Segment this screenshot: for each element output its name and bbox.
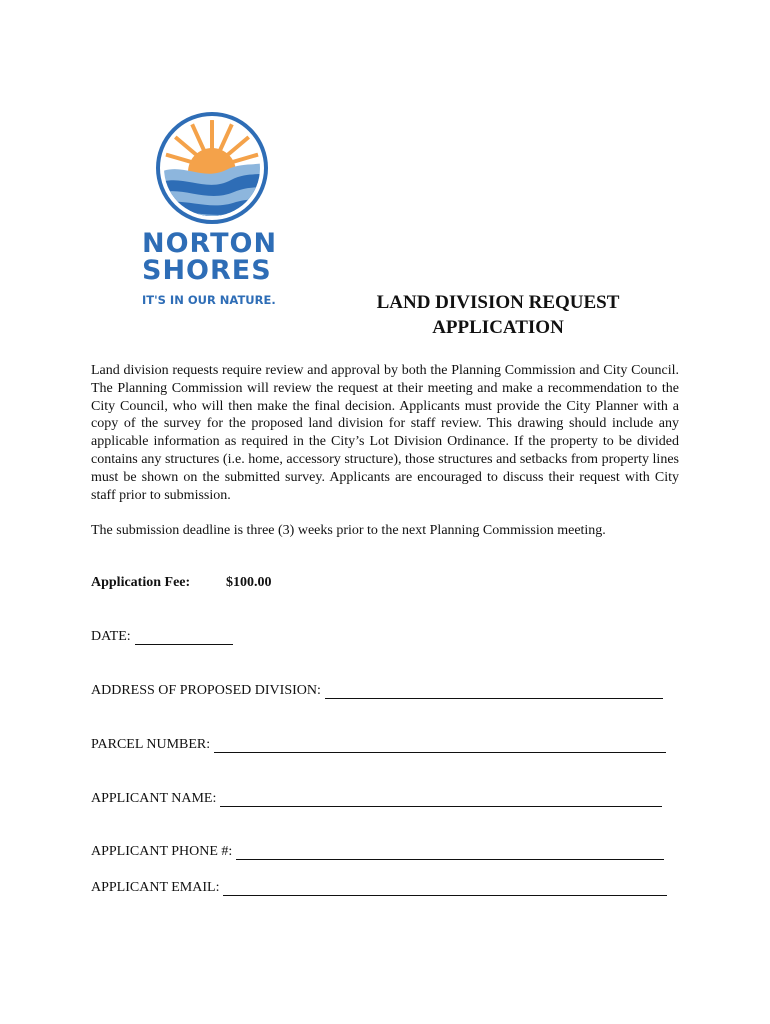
address-label: ADDRESS OF PROPOSED DIVISION:	[91, 683, 321, 698]
title-line-1: LAND DIVISION REQUEST	[376, 292, 620, 313]
deadline-notice: The submission deadline is three (3) weeks prior to the next Planning Commission meeting.	[91, 523, 606, 538]
email-blank[interactable]	[223, 881, 667, 896]
email-field	[91, 880, 667, 896]
title-line-2: APPLICATION	[432, 317, 564, 338]
logo-name-norton: NORTON	[142, 228, 278, 259]
document-title	[320, 290, 676, 340]
phone-label: APPLICANT PHONE #:	[91, 844, 233, 859]
fee-label: Application Fee:	[91, 575, 191, 590]
city-logo	[136, 112, 280, 312]
parcel-field	[91, 737, 666, 753]
intro-paragraph: Land division requests require review and approval by both the Planning Commission and City Council. The Planning Commission will review the request at their meeting and make a recommendation to the City Council, who will then make the final decision. Applicants must provide the City Planner with a copy of the survey for the proposed land division for staff review. This drawing should include any applicable information as required in the City’s Lot Division Ordinance. If the property to be divided contains any structures (i.e. home, accessory structure), those structures and setbacks from property lines must be shown on the submitted survey. Applicants are encouraged to discuss their request with City staff prior to submission.	[91, 363, 679, 503]
email-label: APPLICANT EMAIL:	[91, 880, 220, 895]
parcel-blank[interactable]	[214, 738, 666, 753]
logo-tagline: IT'S IN OUR NATURE.	[142, 293, 276, 307]
address-blank[interactable]	[325, 684, 663, 699]
name-field	[91, 791, 662, 807]
fee-value: $100.00	[226, 575, 272, 590]
parcel-label: PARCEL NUMBER:	[91, 737, 211, 752]
sunrise-waves-icon	[156, 112, 268, 224]
phone-blank[interactable]	[236, 845, 664, 860]
name-label: APPLICANT NAME:	[91, 791, 217, 806]
phone-field	[91, 844, 664, 860]
date-field	[91, 629, 233, 645]
name-blank[interactable]	[220, 792, 662, 807]
date-label: DATE:	[91, 629, 131, 644]
logo-name-shores: SHORES	[142, 255, 272, 286]
date-blank[interactable]	[135, 630, 233, 645]
address-field	[91, 683, 663, 699]
